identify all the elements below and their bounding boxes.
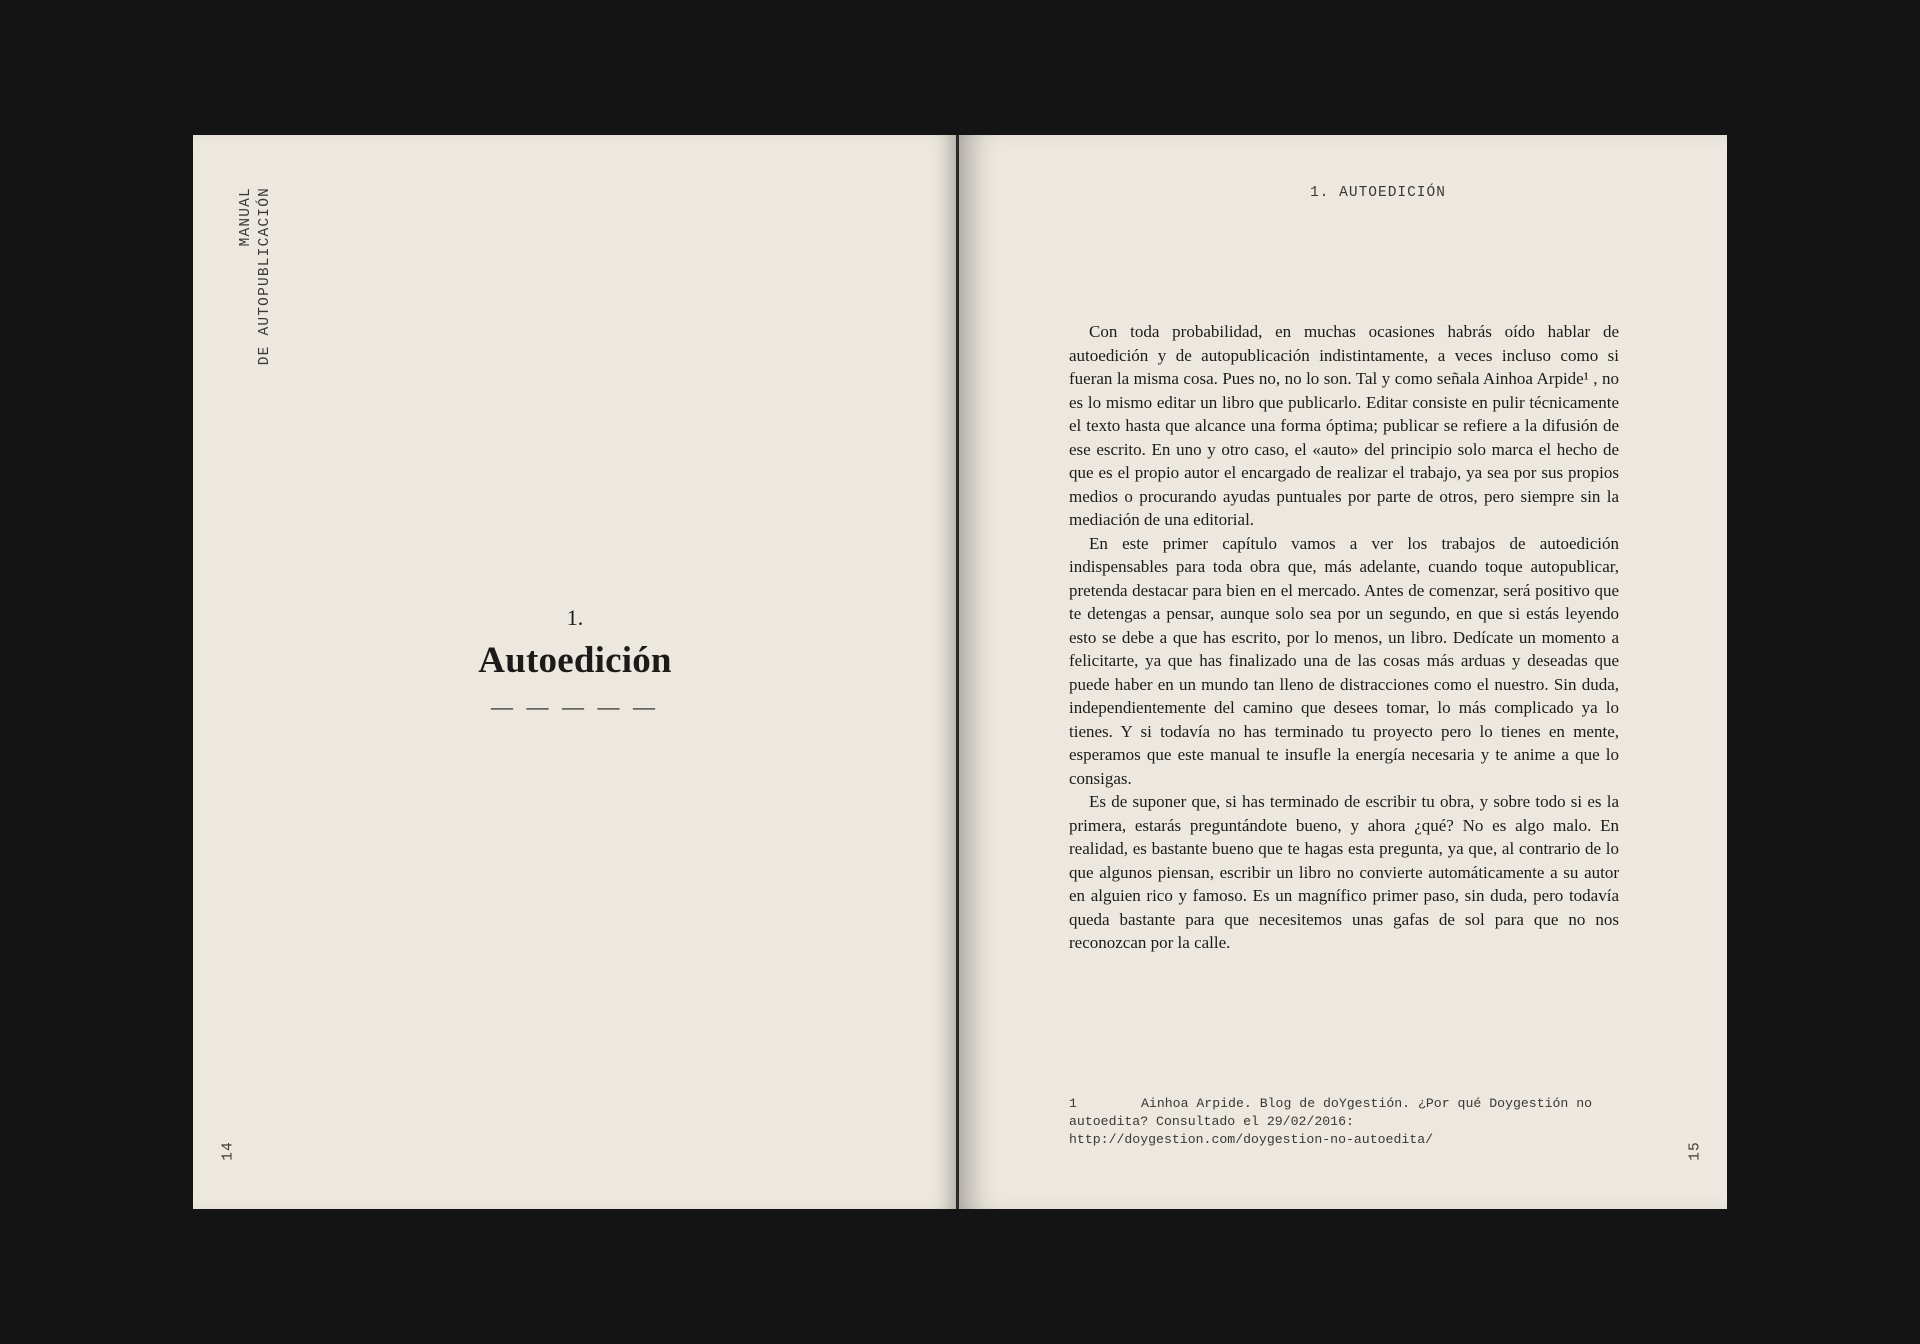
- paragraph: Es de suponer que, si has terminado de escribir tu obra, y sobre todo si es la primera, estarás preguntándote bueno, y ahora ¿qué? No es algo malo. En realidad, es bastante bueno que te hagas esta pregunta, ya que, al contrario de lo que algunos piensan, escribir un libro no convierte automáticamente a su autor en alguien rico y famoso. Es un magnífico primer paso, sin duda, pero todavía queda bastante para que necesitemos unas gafas de sol para que no nos reconozcan por la calle.: [1069, 792, 1619, 952]
- footnote: [1069, 1095, 1619, 1149]
- footnote-number: 1: [1069, 1096, 1077, 1111]
- chapter-ornament: — — — — —: [491, 694, 659, 719]
- left-page: [193, 135, 957, 1209]
- book-title-line-1: MANUAL: [238, 187, 254, 247]
- chapter-title: Autoedición: [478, 640, 672, 681]
- vertical-book-title: [237, 187, 273, 507]
- chapter-opening: [193, 605, 957, 720]
- body-text: [1069, 320, 1619, 955]
- chapter-number: 1.: [566, 605, 584, 630]
- page-number-right: 15: [1687, 1141, 1704, 1161]
- footnote-text: Ainhoa Arpide. Blog de doYgestión. ¿Por qué Doygestión no autoedita? Consultado el 29/02/2016: http://doygestion.com/doygestion-no-autoedita/: [1069, 1096, 1593, 1147]
- paragraph: En este primer capítulo vamos a ver los trabajos de autoedición indispensables para toda obra que, más adelante, cuando toque autopublicar, pretenda destacar para bien en el mercado. Antes de comenzar, será positivo que te detengas a pensar, aunque solo sea por un segundo, en que si estás leyendo esto se debe a que has escrito, por lo menos, un libro. Dedícate un momento a felicitarte, ya que has finalizado una de las cosas más arduas y deseadas que puede haber en un mundo tan lleno de distracciones como el nuestro. Sin duda, independientemente del camino que desees tomar, lo más complicado ya lo tienes. Y si todavía no has terminado tu proyecto pero lo tienes en mente, esperamos que este manual te insufle la energía necesaria y te anime a que lo consigas.: [1069, 533, 1619, 788]
- page-number-left: 14: [220, 1141, 237, 1161]
- book-title-line-2: DE AUTOPUBLICACIÓN: [257, 187, 273, 366]
- right-page: [959, 135, 1727, 1209]
- running-head: 1. AUTOEDICIÓN: [1310, 185, 1446, 201]
- paragraph: Con toda probabilidad, en muchas ocasiones habrás oído hablar de autoedición y de autopublicación indistintamente, a veces incluso como si fueran la misma cosa. Pues no, no lo son. Tal y como señala Ainhoa Arpide¹ , no es lo mismo editar un libro que publicarlo. Editar consiste en pulir técnicamente el texto hasta que alcance una forma óptima; publicar se refiere a la difusión de ese escrito. En uno y otro caso, el «auto» del principio solo marca el hecho de que es el propio autor el encargado de realizar el trabajo, ya sea por sus propios medios o procurando ayudas puntuales por parte de otros, pero siempre sin la mediación de una editorial.: [1069, 322, 1619, 529]
